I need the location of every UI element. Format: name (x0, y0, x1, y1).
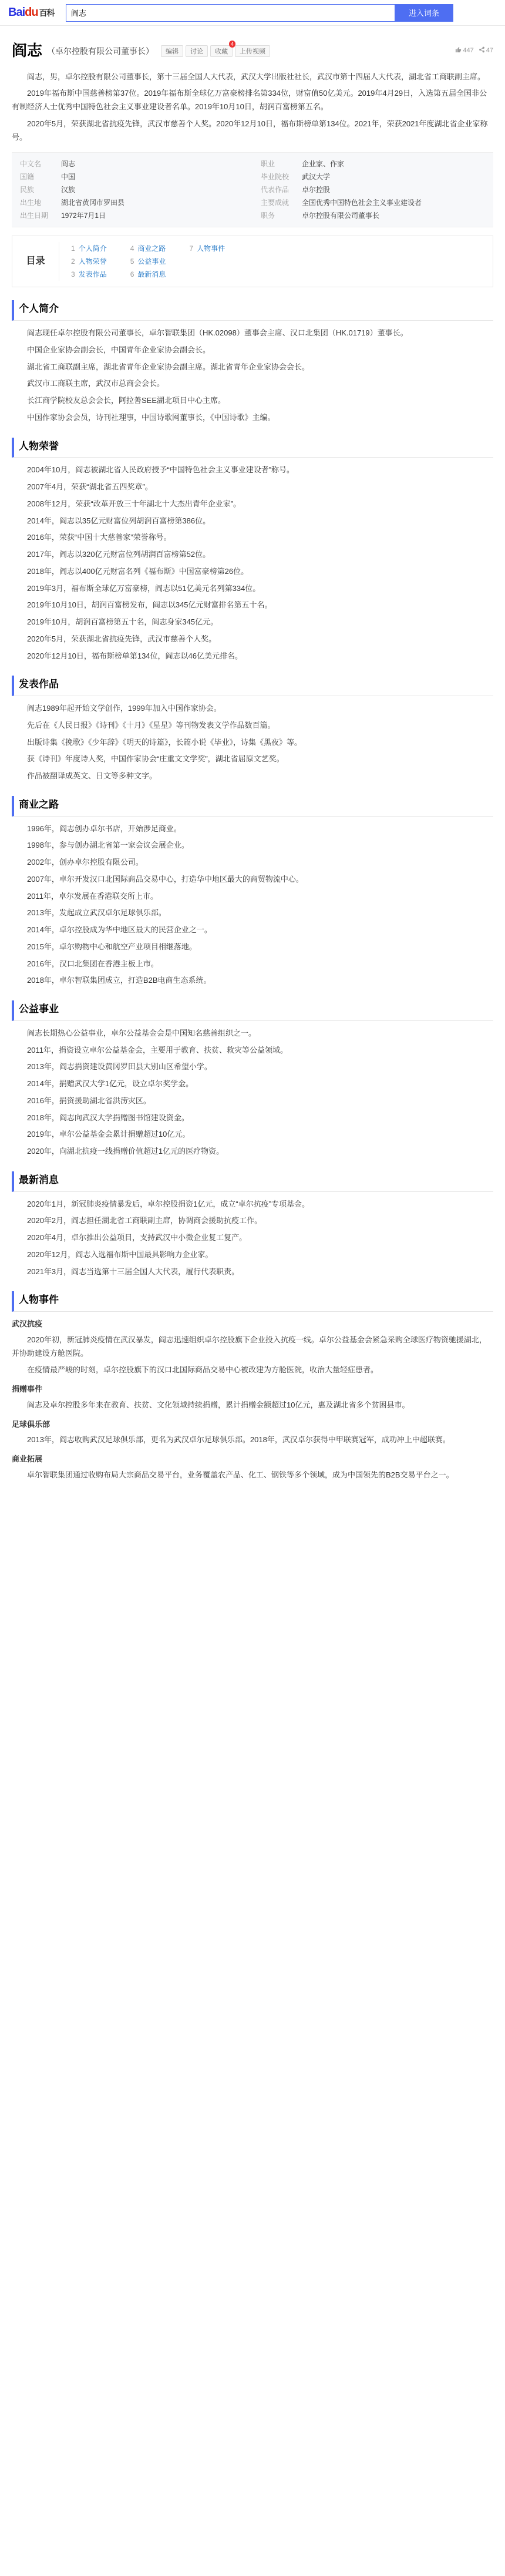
toc-item-link[interactable]: 最新消息 (137, 270, 166, 279)
table-of-contents (12, 236, 493, 287)
baidu-logo[interactable] (8, 2, 61, 23)
infobox-key: 主要成就 (261, 199, 289, 207)
infobox-row (261, 209, 485, 222)
section-paragraph: 2020年5月，荣获湖北省抗疫先锋，武汉市慈善个人奖。 (27, 634, 217, 643)
toc-item-link[interactable]: 个人简介 (78, 244, 107, 253)
logo-paw: du (25, 6, 38, 19)
like-count[interactable] (455, 45, 473, 56)
toc-item-link[interactable]: 人物荣誉 (78, 257, 107, 266)
section-paragraph: 武汉市工商联主席，武汉市总商会会长。 (27, 379, 165, 388)
section-paragraph: 2019年10月10日，胡润百富榜发布，阎志以345亿元财富排名第五十名。 (27, 600, 272, 610)
section-paragraph: 2020年2月，阎志担任湖北省工商联副主席，协调商会援助抗疫工作。 (27, 1216, 262, 1225)
infobox-row (20, 170, 244, 183)
section-heading-charity: 公益事业 (12, 1000, 493, 1021)
logo-text: Bai (8, 6, 25, 19)
subsection-heading: 商业拓展 (12, 1455, 43, 1463)
infobox-value: 全国优秀中国特色社会主义事业建设者 (302, 199, 422, 207)
section-paragraph: 中国作家协会会员，诗刊社理事，中国诗歌网董事长，《中国诗歌》主编。 (27, 412, 275, 422)
section-paragraph: 2015年，卓尔购物中心和航空产业项目相继落地。 (27, 942, 197, 951)
infobox-row (20, 183, 244, 196)
edit-button[interactable]: 编辑 (161, 45, 183, 57)
toc-item[interactable] (130, 268, 166, 281)
toc-item-number: 1 (71, 244, 75, 253)
section-paragraph: 2014年，捐赠武汉大学1亿元，设立卓尔奖学金。 (27, 1079, 194, 1088)
section-paragraph: 2020年1月，新冠肺炎疫情暴发后，卓尔控股捐资1亿元，成立“卓尔抗疫”专项基金。 (27, 1199, 310, 1208)
section-paragraph: 阎志及卓尔控股多年来在教育、扶贫、文化领域持续捐赠，累计捐赠金额超过10亿元，惠及湖北省多个贫困县市。 (27, 1400, 410, 1409)
section-paragraph: 获《诗刊》年度诗人奖，中国作家协会“庄重文文学奖”，湖北省屈原文艺奖。 (27, 754, 284, 764)
section-paragraph: 2007年4月，荣获“湖北省五四奖章”。 (27, 482, 153, 491)
infobox-key: 出生日期 (20, 211, 49, 220)
top-bar (0, 0, 505, 26)
page-subtitle: （卓尔控股有限公司董事长） (47, 46, 154, 56)
infobox-value: 湖北省黄冈市罗田县 (61, 199, 125, 207)
summary (12, 70, 493, 145)
section-paragraph: 在疫情最严峻的时刻，卓尔控股旗下的汉口北国际商品交易中心被改建为方舱医院，收治大量轻症患者。 (27, 1365, 379, 1375)
logo-suffix: 百科 (39, 8, 55, 18)
subsection-heading: 足球俱乐部 (12, 1419, 51, 1429)
toc-item-number: 4 (130, 244, 134, 253)
infobox-value: 武汉大学 (302, 173, 331, 182)
section-heading-honors: 人物荣誉 (12, 438, 493, 458)
subsection-heading: 捐赠事件 (12, 1385, 43, 1393)
page-title: 阎志 (12, 42, 43, 59)
infobox-row (261, 183, 485, 196)
section-paragraph: 长江商学院校友总会会长，阿拉善SEE湖北项目中心主席。 (27, 396, 226, 405)
section-paragraph: 2013年，阎志收购武汉足球俱乐部，更名为武汉卓尔足球俱乐部。2018年，武汉卓尔获得中甲联赛冠军，成功冲上中超联赛。 (27, 1435, 450, 1445)
toc-item-number: 2 (71, 257, 75, 266)
infobox-right (253, 157, 493, 222)
infobox-key: 毕业院校 (261, 173, 289, 182)
section-paragraph: 2019年10月，胡润百富榜第五十名，阎志身家345亿元。 (27, 617, 218, 626)
toc-item-link[interactable]: 发表作品 (78, 270, 107, 279)
infobox-row (261, 170, 485, 183)
infobox-key: 出生地 (20, 199, 42, 207)
infobox-row (20, 196, 244, 209)
section-paragraph: 2021年3月，阎志当选第十三届全国人大代表，履行代表职责。 (27, 1267, 240, 1276)
section-paragraph: 2016年，荣获“中国十大慈善家”荣誉称号。 (27, 533, 171, 542)
section-paragraph: 先后在《人民日报》《诗刊》《十月》《星星》等刊物发表文学作品数百篇。 (27, 720, 275, 730)
section-paragraph: 2018年，阎志向武汉大学捐赠图书馆建设资金。 (27, 1113, 189, 1122)
section-paragraph: 作品被翻译成英文、日文等多种文字。 (27, 771, 157, 780)
section-paragraph: 2016年，捐资援助湖北省洪涝灾区。 (27, 1096, 151, 1105)
section-paragraph: 2020年，向湖北抗疫一线捐赠价值超过1亿元的医疗物资。 (27, 1147, 224, 1156)
section-paragraph: 阎志1989年起开始文学创作，1999年加入中国作家协会。 (27, 704, 221, 713)
enter-entry-button[interactable]: 进入词条 (395, 4, 453, 22)
thumb-up-icon (455, 46, 462, 53)
section-paragraph: 1996年，阎志创办卓尔书店，开始涉足商业。 (27, 824, 181, 833)
section-paragraph: 阎志现任卓尔控股有限公司董事长，卓尔智联集团（HK.02098）董事会主席、汉口北集团（HK.01719）董事长。 (27, 328, 408, 337)
infobox-value: 卓尔控股 (302, 186, 331, 194)
section-paragraph: 2014年，卓尔控股成为华中地区最大的民营企业之一。 (27, 925, 212, 934)
section-paragraph: 2017年，阎志以320亿元财富位列胡润百富榜第52位。 (27, 550, 211, 559)
infobox-value: 1972年7月1日 (61, 211, 106, 220)
toc-item-link[interactable]: 人物事件 (197, 244, 225, 253)
section-paragraph: 2013年，发起成立武汉卓尔足球俱乐部。 (27, 908, 166, 918)
main-content (12, 26, 493, 1482)
section-paragraph: 2018年，阎志以400亿元财富名列《福布斯》中国富豪榜第26位。 (27, 566, 249, 576)
toc-column (130, 242, 166, 281)
section-paragraph: 中国企业家协会副会长，中国青年企业家协会副会长。 (27, 345, 211, 354)
infobox-value: 中国 (61, 173, 76, 182)
summary-para: 阎志，男，卓尔控股有限公司董事长，第十三届全国人大代表，武汉大学出版社社长，武汉市第十四届人大代表，湖北省工商联副主席。 (27, 72, 486, 81)
toc-item-number: 3 (71, 270, 75, 279)
summary-para: 2020年5月，荣获湖北省抗疫先锋，武汉市慈善个人奖。2020年12月10日，福布斯榜单第134位。2021年，荣获2021年度湖北省企业家称号。 (12, 119, 488, 142)
favorite-label: 收藏 (215, 48, 228, 55)
toc-item[interactable] (130, 255, 166, 268)
favorite-button[interactable] (210, 41, 234, 57)
section-paragraph: 1998年，参与创办湖北省第一家会议会展企业。 (27, 841, 189, 850)
section-paragraph: 2011年，卓尔发展在香港联交所上市。 (27, 891, 158, 901)
section-paragraph: 2019年，卓尔公益基金会累计捐赠超过10亿元。 (27, 1130, 190, 1139)
section-paragraph: 2018年，卓尔智联集团成立，打造B2B电商生态系统。 (27, 976, 211, 985)
infobox (12, 152, 493, 227)
subsection-heading: 武汉抗疫 (12, 1319, 43, 1328)
share-count-value: 47 (486, 47, 493, 55)
section-heading-business: 商业之路 (12, 796, 493, 817)
toc-item[interactable] (71, 255, 107, 268)
infobox-row (20, 209, 244, 222)
infobox-value: 企业家、作家 (302, 160, 345, 169)
section-paragraph: 2020年12月10日，福布斯榜单第134位，阎志以46亿美元排名。 (27, 651, 243, 660)
section-paragraph: 2002年，创办卓尔控股有限公司。 (27, 858, 143, 866)
infobox-key: 职业 (261, 160, 275, 169)
favorite-badge: 4 (229, 41, 235, 48)
tool-buttons (161, 41, 270, 57)
section-paragraph: 2004年10月，阎志被湖北省人民政府授予“中国特色社会主义事业建设者”称号。 (27, 465, 295, 475)
infobox-key: 代表作品 (261, 186, 289, 194)
section-heading-works: 发表作品 (12, 676, 493, 696)
section-paragraph: 2020年12月，阎志入选福布斯中国最具影响力企业家。 (27, 1250, 213, 1259)
section-heading-events: 人物事件 (12, 1291, 493, 1312)
infobox-key: 中文名 (20, 160, 42, 169)
infobox-value: 阎志 (61, 160, 76, 169)
section-paragraph: 卓尔智联集团通过收购布局大宗商品交易平台，业务覆盖农产品、化工、钢铁等多个领域，成为中国领先的B2B交易平台之一。 (27, 1470, 454, 1479)
discuss-button[interactable]: 讨论 (186, 45, 208, 57)
section-paragraph: 2020年4月，卓尔推出公益项目，支持武汉中小微企业复工复产。 (27, 1233, 247, 1242)
toc-item-link[interactable]: 公益事业 (137, 257, 166, 266)
infobox-value: 汉族 (61, 186, 76, 194)
section-paragraph: 湖北省工商联副主席，湖北省青年企业家协会副主席。湖北省青年企业家协会会长。 (27, 362, 310, 371)
infobox-key: 民族 (20, 186, 35, 194)
section-paragraph: 2016年，汉口北集团在香港主板上市。 (27, 959, 159, 968)
section-paragraph: 2008年12月，荣获“改革开放三十年湖北十大杰出青年企业家”。 (27, 499, 241, 508)
infobox-key: 国籍 (20, 173, 35, 182)
toc-item[interactable] (189, 242, 225, 255)
toc-columns (59, 242, 493, 281)
toc-item[interactable] (130, 242, 166, 255)
toc-column (71, 242, 107, 281)
toc-item[interactable] (71, 268, 107, 281)
section-paragraph: 出版诗集《挽歌》《少年辞》《明天的诗篇》，长篇小说《毕业》，诗集《黑夜》等。 (27, 737, 302, 747)
infobox-key: 职务 (261, 211, 275, 220)
search-bar (66, 4, 453, 22)
share-count[interactable] (479, 45, 493, 56)
upload-video-button[interactable]: 上传视频 (235, 45, 270, 57)
toc-item-link[interactable]: 商业之路 (137, 244, 166, 253)
summary-para: 2019年福布斯中国慈善榜第37位。2019年福布斯全球亿万富豪榜排名第334位，财富值50亿美元。2019年4月29日，入选第五届全国非公有制经济人士优秀中国特色社会主义事业建设者名单。2019年10月10日，胡润百富榜第五名。 (12, 89, 487, 111)
section-paragraph: 2019年3月，福布斯全球亿万富豪榜，阎志以51亿美元名列第334位。 (27, 583, 261, 593)
toc-title: 目录 (12, 242, 59, 281)
like-count-value: 447 (463, 47, 474, 55)
section-paragraph: 2011年，捐资设立卓尔公益基金会，主要用于教育、扶贫、救灾等公益领域。 (27, 1045, 288, 1054)
infobox-row (20, 157, 244, 170)
infobox-value: 卓尔控股有限公司董事长 (302, 211, 380, 220)
toc-item-number: 5 (130, 257, 134, 266)
toc-item[interactable] (71, 242, 107, 255)
section-paragraph: 2007年，卓尔开发汉口北国际商品交易中心，打造华中地区最大的商贸物流中心。 (27, 874, 304, 884)
toc-column (189, 242, 225, 281)
section-paragraph: 2013年，阎志捐资建设黄冈罗田县大别山区希望小学。 (27, 1062, 212, 1072)
infobox-row (261, 157, 485, 170)
section-heading-bio: 个人简介 (12, 300, 493, 321)
toc-item-number: 7 (189, 244, 194, 253)
toc-item-number: 6 (130, 270, 134, 279)
title-row (12, 26, 493, 65)
stats (455, 45, 493, 56)
share-icon (479, 46, 485, 53)
infobox-left (12, 157, 253, 222)
section-paragraph: 阎志长期热心公益事业，卓尔公益基金会是中国知名慈善组织之一。 (27, 1028, 257, 1037)
infobox-row (261, 196, 485, 209)
section-paragraph: 2014年，阎志以35亿元财富位列胡润百富榜第386位。 (27, 516, 211, 525)
search-input[interactable] (66, 4, 395, 22)
section-heading-news: 最新消息 (12, 1171, 493, 1192)
section-paragraph: 2020年初，新冠肺炎疫情在武汉暴发，阎志迅速组织卓尔控股旗下企业投入抗疫一线。卓尔公益基金会紧急采购全球医疗物资驰援湖北，并协助建设方舱医院。 (12, 1335, 487, 1358)
article-sections (12, 300, 493, 1482)
